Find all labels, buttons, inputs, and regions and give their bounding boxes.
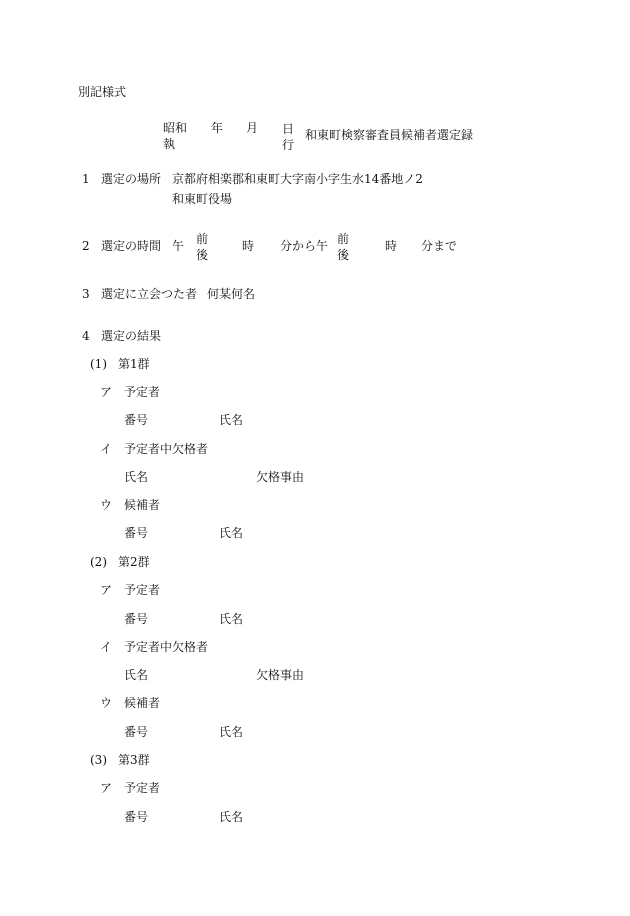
item2-minute-until: 分まで (421, 239, 458, 253)
ampm1-bottom: 後 (196, 248, 209, 262)
group1-name: 第1群 (118, 357, 150, 371)
group2-u-label: 候補者 (124, 696, 161, 710)
group3-a-marker: ア (100, 781, 113, 795)
group1-a-label: 予定者 (124, 385, 161, 399)
group2-i-label: 予定者中欠格者 (124, 640, 209, 654)
ampm1-top: 前 (196, 232, 209, 246)
item3-number: 3 (82, 287, 90, 301)
document-title: 和東町検察審査員候補者選定録 (305, 128, 474, 142)
group3-a-label: 予定者 (124, 781, 161, 795)
item2-number: 2 (82, 239, 90, 253)
group1-a-col1: 番号 (124, 413, 149, 427)
group1-i-col1: 氏名 (124, 470, 149, 484)
group1-a-col2: 氏名 (219, 413, 244, 427)
group2-u-col2: 氏名 (219, 725, 244, 739)
item4-label: 選定の結果 (101, 329, 162, 343)
group1-i-label: 予定者中欠格者 (124, 442, 209, 456)
item2-ampm1 (196, 231, 208, 263)
item3-value: 何某何名 (207, 287, 256, 301)
group1-number: (1) (90, 357, 107, 371)
item1-place: 和東町役場 (172, 192, 233, 206)
ampm2-bottom: 後 (337, 248, 350, 262)
group2-i-marker: イ (100, 640, 113, 654)
group1-a-marker: ア (100, 385, 113, 399)
group2-i-col1: 氏名 (124, 668, 149, 682)
group2-a-col2: 氏名 (219, 612, 244, 626)
group3-a-col2: 氏名 (219, 810, 244, 824)
day-top: 日 (282, 122, 295, 136)
item2-gozen: 午 (172, 239, 185, 253)
group3-a-col1: 番号 (124, 810, 149, 824)
era-label (163, 120, 187, 152)
group2-i-col2: 欠格事由 (256, 668, 305, 682)
group1-u-label: 候補者 (124, 498, 161, 512)
era-bottom: 執 (163, 137, 176, 151)
item1-address: 京都府相楽郡和東町大字南小字生水14番地ノ2 (172, 172, 423, 186)
form-label: 別記様式 (78, 85, 127, 99)
group1-u-marker: ウ (100, 498, 113, 512)
group2-u-col1: 番号 (124, 725, 149, 739)
group2-u-marker: ウ (100, 696, 113, 710)
item4-number: 4 (82, 329, 90, 343)
item1-number: 1 (82, 172, 90, 186)
group2-a-col1: 番号 (124, 612, 149, 626)
item2-minute-from: 分から午 (280, 239, 329, 253)
group2-name: 第2群 (118, 555, 150, 569)
group2-a-marker: ア (100, 583, 113, 597)
ampm2-top: 前 (337, 232, 350, 246)
month-label: 月 (246, 121, 259, 135)
item1-label: 選定の場所 (101, 172, 162, 186)
group1-i-col2: 欠格事由 (256, 470, 305, 484)
item2-ampm2 (337, 231, 349, 263)
group1-u-col2: 氏名 (219, 526, 244, 540)
group1-i-marker: イ (100, 442, 113, 456)
item2-hour2: 時 (385, 239, 398, 253)
year-label: 年 (211, 121, 224, 135)
item2-label: 選定の時間 (101, 239, 162, 253)
day-label (282, 121, 294, 153)
era-top: 昭和 (163, 121, 188, 135)
group2-number: (2) (90, 555, 107, 569)
item2-hour1: 時 (242, 239, 255, 253)
group1-u-col1: 番号 (124, 526, 149, 540)
group3-number: (3) (90, 753, 107, 767)
group3-name: 第3群 (118, 753, 150, 767)
day-bottom: 行 (282, 138, 295, 152)
group2-a-label: 予定者 (124, 583, 161, 597)
item3-label: 選定に立会つた者 (101, 287, 198, 301)
